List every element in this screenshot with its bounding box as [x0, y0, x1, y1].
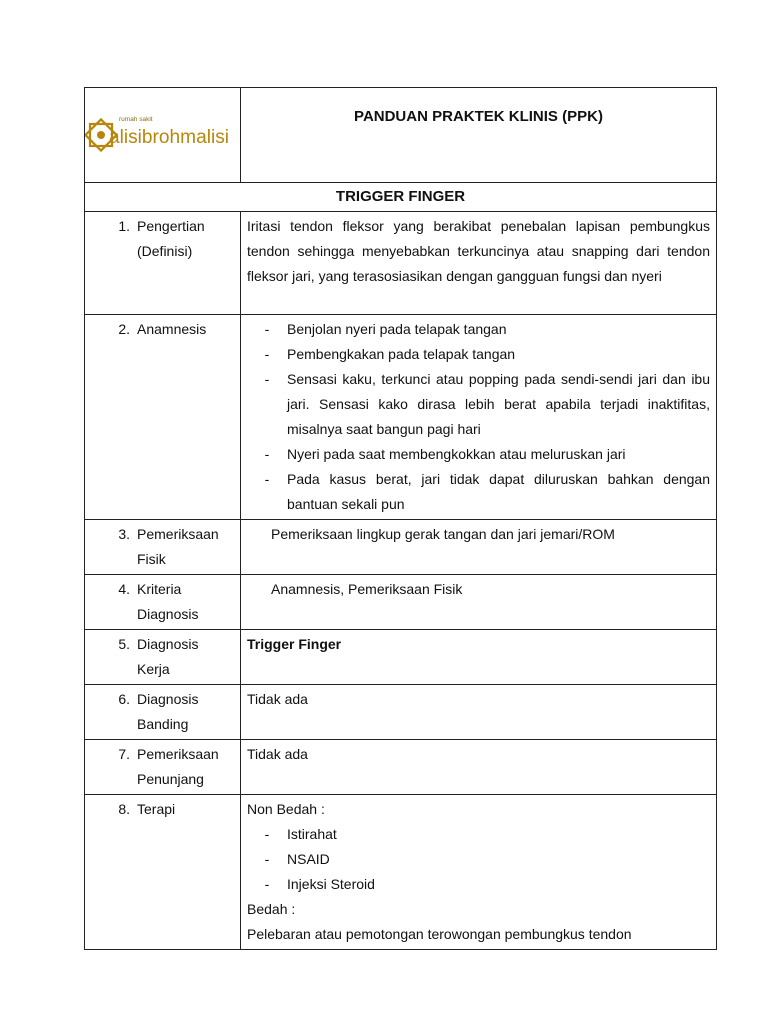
surgical-label: Bedah : [247, 901, 296, 917]
row-label-2: Banding [137, 716, 189, 732]
row-label-2: Diagnosis [137, 606, 199, 622]
subtitle: TRIGGER FINGER [85, 183, 717, 212]
list-item: - Sensasi kaku, terkunci atau popping pada sendi-sendi jari dan ibu jari. Sensasi kako dirasa lebih berat apabila terjadi inaktifitas, misalnya saat bangun pagi hari [264, 371, 710, 437]
list-item: - Pembengkakan pada telapak tangan [264, 346, 516, 362]
row-number: 2. [118, 321, 130, 337]
list-item: - Benjolan nyeri pada telapak tangan [264, 321, 507, 337]
table-row [85, 212, 717, 315]
row-number: 1. [118, 218, 130, 234]
row-label: Pemeriksaan [137, 526, 219, 542]
row-label-2: Fisik [137, 551, 166, 567]
page-title: PANDUAN PRAKTEK KLINIS (PPK) [354, 108, 603, 125]
row-label: Pemeriksaan [137, 746, 219, 762]
row-number: 7. [118, 746, 130, 762]
logo-small-text: rumah sakit [119, 116, 153, 123]
table-row [85, 315, 717, 520]
table-row [85, 795, 717, 950]
differential-diagnosis-text: Tidak ada [247, 691, 308, 707]
working-diagnosis-text: Trigger Finger [247, 636, 342, 652]
definition-text: Iritasi tendon fleksor yang berakibat penebalan lapisan pembungkus tendon sehingga menyebabkan terkuncinya atau snapping dari tendon fleksor jari, yang terasosiasikan dengan gangguan fungsi dan nyeri [247, 218, 710, 284]
hospital-logo [85, 110, 235, 160]
diagnosis-criteria-text: Anamnesis, Pemeriksaan Fisik [271, 581, 463, 597]
row-label: Terapi [137, 801, 176, 817]
logo-cell [85, 88, 241, 183]
table-row [85, 740, 717, 795]
physical-exam-text: Pemeriksaan lingkup gerak tangan dan jari jemari/ROM [271, 526, 615, 542]
table-row [85, 520, 717, 575]
list-item: - Injeksi Steroid [264, 876, 375, 892]
row-label-2: Kerja [137, 661, 170, 677]
logo-brand-text: alisibrohmalisi [109, 127, 229, 148]
ppk-table [84, 87, 717, 950]
row-number: 4. [118, 581, 130, 597]
row-label: Kriteria [137, 581, 182, 597]
title-cell [241, 88, 717, 183]
surgical-text: Pelebaran atau pemotongan terowongan pembungkus tendon [247, 926, 632, 942]
ppk-document [84, 87, 716, 950]
row-label-2: Penunjang [137, 771, 204, 787]
row-number: 6. [118, 691, 130, 707]
table-row [85, 630, 717, 685]
row-label: Diagnosis [137, 691, 199, 707]
list-item: - Pada kasus berat, jari tidak dapat diluruskan bahkan dengan bantuan sekali pun [264, 471, 710, 512]
row-number: 8. [118, 801, 130, 817]
table-row [85, 575, 717, 630]
list-item: - Nyeri pada saat membengkokkan atau meluruskan jari [264, 446, 626, 462]
supporting-exam-text: Tidak ada [247, 746, 308, 762]
subtitle-row [85, 183, 717, 212]
list-item: - NSAID [264, 851, 330, 867]
non-surgical-label: Non Bedah : [247, 801, 325, 817]
row-label: Diagnosis [137, 636, 199, 652]
row-number: 3. [118, 526, 130, 542]
row-number: 5. [118, 636, 130, 652]
row-label: Pengertian [137, 218, 205, 234]
row-label: Anamnesis [137, 321, 207, 337]
table-row [85, 685, 717, 740]
list-item: - Istirahat [264, 826, 337, 842]
header-row [85, 88, 717, 183]
row-label-2: (Definisi) [137, 243, 193, 259]
